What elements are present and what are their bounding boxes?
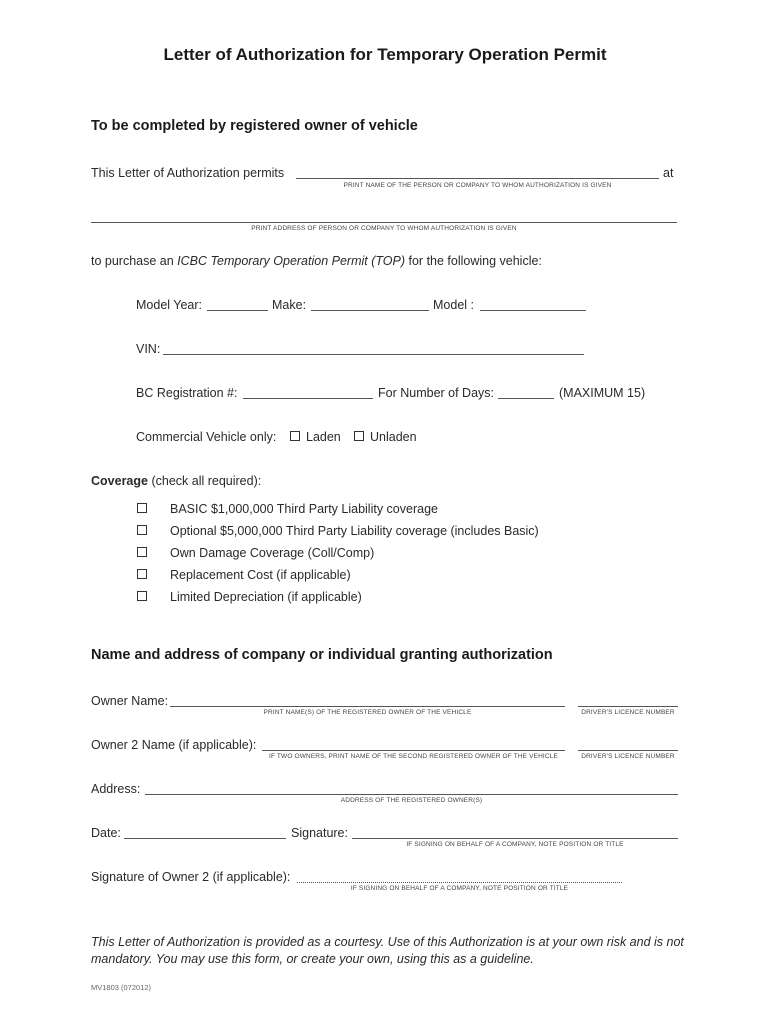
at-label: at [663, 166, 674, 180]
date-label: Date: [91, 826, 121, 840]
vin-label: VIN: [136, 342, 161, 356]
signature2-label: Signature of Owner 2 (if applicable): [91, 870, 291, 884]
owner-name-label: Owner Name: [91, 694, 169, 708]
coverage-option: Own Damage Coverage (Coll/Comp) [170, 546, 375, 560]
unladen-checkbox[interactable] [354, 431, 364, 441]
address-label: Address: [91, 782, 141, 796]
purchase-suffix: for the following vehicle: [405, 254, 542, 268]
commercial-vehicle-label: Commercial Vehicle only: [136, 430, 277, 444]
coverage-option: Limited Depreciation (if applicable) [170, 590, 362, 604]
coverage-own-damage-checkbox[interactable] [137, 547, 147, 557]
model-year-field[interactable] [207, 310, 268, 311]
authorized-name-field[interactable] [296, 178, 659, 179]
signature-label: Signature: [291, 826, 348, 840]
authorized-address-caption: PRINT ADDRESS OF PERSON OR COMPANY TO WHOM AUTHORIZATION IS GIVEN [251, 225, 517, 232]
laden-label: Laden [306, 430, 341, 444]
owner-licence-field[interactable] [578, 706, 678, 707]
coverage-option: BASIC $1,000,000 Third Party Liability coverage [170, 502, 438, 516]
make-label: Make: [272, 298, 307, 312]
model-field[interactable] [480, 310, 586, 311]
owner2-name-label: Owner 2 Name (if applicable): [91, 738, 257, 752]
section-heading-granting: Name and address of company or individual granting authorization [91, 647, 553, 663]
authorized-name-caption: PRINT NAME OF THE PERSON OR COMPANY TO WHOM AUTHORIZATION IS GIVEN [343, 182, 612, 189]
owner2-name-caption: IF TWO OWNERS, PRINT NAME OF THE SECOND REGISTERED OWNER OF THE VEHICLE [269, 753, 558, 760]
coverage-option: Replacement Cost (if applicable) [170, 568, 351, 582]
coverage-heading [91, 474, 261, 488]
permits-label: This Letter of Authorization permits [91, 166, 285, 180]
coverage-replacement-cost-checkbox[interactable] [137, 569, 147, 579]
authorized-address-field[interactable] [91, 222, 677, 223]
make-field[interactable] [311, 310, 429, 311]
signature2-field[interactable] [297, 882, 622, 883]
bc-registration-field[interactable] [243, 398, 373, 399]
number-of-days-field[interactable] [498, 398, 554, 399]
coverage-option: Optional $5,000,000 Third Party Liability coverage (includes Basic) [170, 524, 539, 538]
purchase-top-name: ICBC Temporary Operation Permit (TOP) [177, 254, 406, 268]
coverage-heading-rest: (check all required): [147, 474, 262, 488]
unladen-label: Unladen [370, 430, 417, 444]
owner2-licence-field[interactable] [578, 750, 678, 751]
bc-registration-label: BC Registration #: [136, 386, 238, 400]
coverage-limited-depreciation-checkbox[interactable] [137, 591, 147, 601]
page-title: Letter of Authorization for Temporary Operation Permit [163, 45, 607, 64]
date-field[interactable] [124, 838, 286, 839]
address-caption: ADDRESS OF THE REGISTERED OWNER(S) [340, 797, 483, 804]
disclaimer-text: This Letter of Authorization is provided as a courtesy. Use of this Authorization is at your own risk and is not mandatory. You may use this form, or create your own, using this as a guideline. [91, 935, 684, 966]
owner-name-caption: PRINT NAME(S) OF THE REGISTERED OWNER OF THE VEHICLE [263, 709, 472, 716]
owner2-name-field[interactable] [262, 750, 565, 751]
laden-checkbox[interactable] [290, 431, 300, 441]
purchase-prefix: to purchase an [91, 254, 178, 268]
coverage-basic-checkbox[interactable] [137, 503, 147, 513]
days-maximum-note: (MAXIMUM 15) [559, 386, 646, 400]
vin-field[interactable] [163, 354, 584, 355]
signature-field[interactable] [352, 838, 678, 839]
coverage-optional-checkbox[interactable] [137, 525, 147, 535]
signature2-caption: IF SIGNING ON BEHALF OF A COMPANY, NOTE POSITION OR TITLE [350, 885, 569, 892]
section-heading-owner: To be completed by registered owner of vehicle [91, 118, 418, 134]
model-year-label: Model Year: [136, 298, 203, 312]
model-label: Model : [433, 298, 474, 312]
owner-licence-caption: DRIVER'S LICENCE NUMBER [581, 709, 675, 716]
form-code: MV1803 (072012) [91, 983, 152, 992]
signature-caption: IF SIGNING ON BEHALF OF A COMPANY, NOTE POSITION OR TITLE [406, 841, 624, 848]
address-field[interactable] [145, 794, 678, 795]
number-of-days-label: For Number of Days: [378, 386, 495, 400]
owner-name-field[interactable] [170, 706, 565, 707]
coverage-heading-bold: Coverage [91, 474, 148, 488]
purchase-sentence [91, 254, 542, 268]
owner2-licence-caption: DRIVER'S LICENCE NUMBER [581, 753, 675, 760]
